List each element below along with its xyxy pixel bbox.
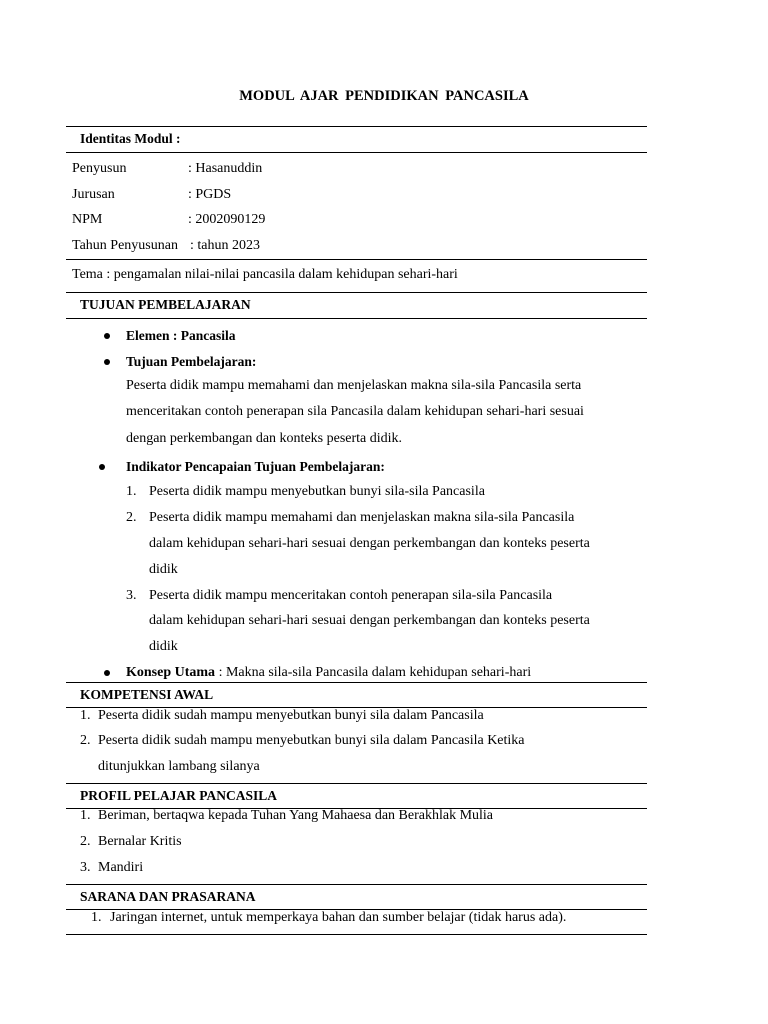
table-rule (66, 259, 647, 260)
table-rule (66, 126, 647, 127)
kompetensi-number: 1. (80, 708, 91, 723)
indikator-line: Peserta didik mampu memahami dan menjelaskan makna sila-sila Pancasila (149, 510, 575, 525)
bullet-icon (99, 464, 105, 470)
elemen-label: Elemen : Pancasila (126, 328, 236, 343)
profil-number: 2. (80, 834, 91, 849)
profil-item: Beriman, bertaqwa kepada Tuhan Yang Mahaesa dan Berakhlak Mulia (98, 808, 494, 823)
konsep-label: Konsep Utama (126, 665, 216, 680)
bullet-icon (104, 670, 110, 676)
indikator-line: didik (149, 639, 178, 654)
identitas-label-npm: NPM (72, 212, 103, 227)
kompetensi-heading: KOMPETENSI AWAL (80, 687, 214, 702)
identitas-value-penyusun: : Hasanuddin (188, 161, 263, 176)
table-rule (66, 682, 647, 683)
indikator-line: didik (149, 562, 178, 577)
kompetensi-line: Peserta didik sudah mampu menyebutkan bunyi sila dalam Pancasila Ketika (98, 733, 525, 748)
profil-item: Mandiri (98, 860, 144, 875)
indikator-line: dalam kehidupan sehari-hari sesuai dengan perkembangan dan konteks peserta (149, 536, 590, 551)
table-rule (66, 783, 647, 784)
identitas-value-jurusan: : PGDS (188, 187, 232, 202)
tujuan-heading: TUJUAN PEMBELAJARAN (80, 297, 251, 312)
tujuan-line: menceritakan contoh penerapan sila Pancasila dalam kehidupan sehari-hari sesuai (126, 404, 584, 419)
tujuan-label: Tujuan Pembelajaran: (126, 354, 257, 369)
profil-item: Bernalar Kritis (98, 834, 182, 849)
kompetensi-line: ditunjukkan lambang silanya (98, 759, 260, 774)
identitas-value-npm: : 2002090129 (188, 212, 266, 227)
bullet-icon (104, 359, 110, 365)
document-title: MODUL AJAR PENDIDIKAN PANCASILA (239, 88, 529, 104)
profil-number: 3. (80, 860, 91, 875)
indikator-line: Peserta didik mampu menceritakan contoh penerapan sila-sila Pancasila (149, 588, 553, 603)
tujuan-line: dengan perkembangan dan konteks peserta didik. (126, 431, 403, 446)
konsep-value: : Makna sila-sila Pancasila dalam kehidupan sehari-hari (215, 665, 532, 680)
table-rule (66, 884, 647, 885)
kompetensi-line: Peserta didik sudah mampu menyebutkan bunyi sila dalam Pancasila (98, 708, 484, 723)
indikator-label: Indikator Pencapaian Tujuan Pembelajaran: (126, 459, 385, 474)
identitas-label-penyusun: Penyusun (72, 161, 127, 176)
indikator-line: dalam kehidupan sehari-hari sesuai dengan perkembangan dan konteks peserta (149, 613, 590, 628)
table-rule (66, 152, 647, 153)
profil-number: 1. (80, 808, 91, 823)
bullet-icon (104, 333, 110, 339)
tujuan-line: Peserta didik mampu memahami dan menjelaskan makna sila-sila Pancasila serta (126, 378, 582, 393)
table-rule (66, 318, 647, 319)
tema-text: Tema : pengamalan nilai-nilai pancasila dalam kehidupan sehari-hari (72, 267, 458, 282)
identitas-value-tahun: : tahun 2023 (190, 238, 260, 253)
indikator-line: Peserta didik mampu menyebutkan bunyi sila-sila Pancasila (149, 484, 485, 499)
table-rule (66, 292, 647, 293)
sarana-number: 1. (91, 910, 102, 925)
konsep-utama (126, 665, 531, 681)
indikator-number: 2. (126, 510, 137, 525)
identitas-label-tahun: Tahun Penyusunan (72, 238, 178, 253)
identitas-heading: Identitas Modul : (80, 131, 181, 146)
indikator-number: 1. (126, 484, 137, 499)
kompetensi-number: 2. (80, 733, 91, 748)
table-rule (66, 934, 647, 935)
identitas-label-jurusan: Jurusan (72, 187, 115, 202)
sarana-heading: SARANA DAN PRASARANA (80, 889, 256, 904)
sarana-item: Jaringan internet, untuk memperkaya bahan dan sumber belajar (tidak harus ada). (110, 910, 567, 925)
profil-heading: PROFIL PELAJAR PANCASILA (80, 788, 278, 803)
indikator-number: 3. (126, 588, 137, 603)
